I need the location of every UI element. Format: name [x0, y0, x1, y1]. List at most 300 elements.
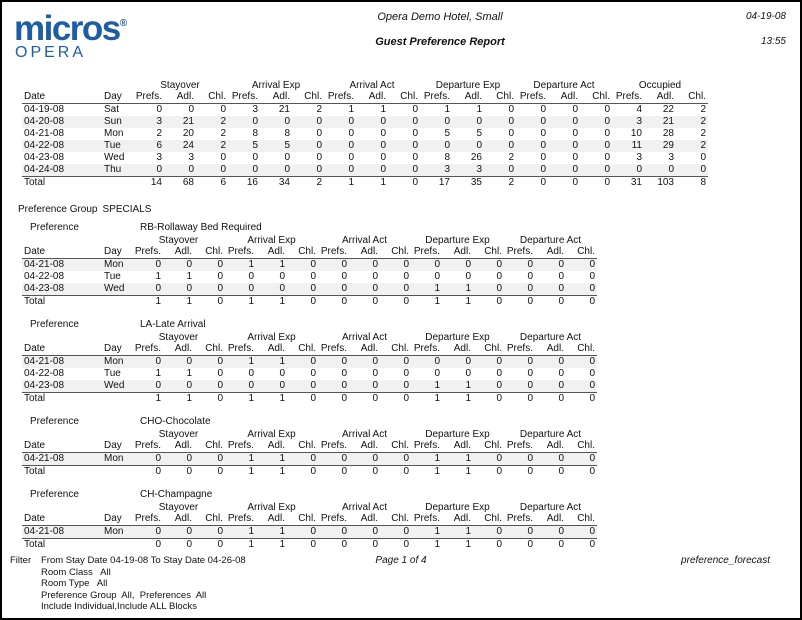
value-cell: 0	[566, 453, 597, 466]
total-label-cell: Total	[22, 177, 132, 190]
value-cell: 0	[348, 152, 354, 163]
sub-column-header: Adl.	[256, 246, 287, 259]
value-cell: 0	[411, 356, 442, 369]
value-cell: 1	[256, 453, 287, 466]
value-cell: 0	[163, 526, 194, 539]
total-value-cell: 1	[442, 466, 473, 479]
filter-line: Include Individual,Include ALL Blocks	[41, 601, 197, 612]
total-value-cell: 1	[225, 466, 256, 479]
micros-opera-logo	[14, 7, 204, 61]
value-cell: 0	[484, 164, 516, 177]
table-row	[22, 104, 708, 117]
table-total-row	[22, 539, 597, 552]
group-header-row	[22, 429, 597, 440]
value-cell: 3	[252, 104, 258, 115]
value-cell: 0	[163, 283, 194, 296]
column-group-label: Stayover	[158, 235, 199, 246]
spacer-cell	[22, 332, 102, 343]
value-cell: 0	[589, 271, 595, 282]
total-value-cell: 2	[292, 177, 324, 190]
total-value-cell: 0	[473, 539, 504, 552]
value-cell: 0	[388, 140, 420, 152]
sub-column-header: Chl.	[287, 513, 318, 526]
preference-line	[22, 416, 800, 428]
value-cell: 0	[566, 259, 597, 272]
spacer-cell	[102, 235, 132, 246]
value-cell: 0	[504, 526, 535, 539]
row-day-cell: Mon	[102, 526, 132, 539]
value-cell: 0	[260, 164, 292, 177]
value-cell: 0	[484, 116, 516, 128]
row-date-cell: 04-20-08	[22, 116, 102, 128]
value-cell: 0	[572, 104, 578, 115]
column-group-label: Arrival Act	[341, 332, 387, 343]
report-header	[2, 2, 800, 60]
value-cell: 0	[566, 526, 597, 539]
value-cell: 0	[388, 164, 420, 177]
sub-column-header: Adl.	[452, 91, 484, 104]
total-value-cell: 31	[612, 177, 644, 190]
report-footer	[2, 555, 800, 613]
row-day-cell: Tue	[104, 271, 121, 282]
value-cell: 0	[324, 164, 356, 177]
value-cell: 1	[225, 526, 256, 539]
sub-column-header: Adl.	[548, 91, 580, 104]
value-cell: 1	[225, 259, 256, 272]
value-cell: 0	[380, 283, 411, 296]
total-label-cell: Total	[22, 296, 132, 309]
sub-column-header: Chl.	[380, 246, 411, 259]
preference-sections	[22, 222, 800, 551]
value-cell: 3	[132, 116, 164, 128]
value-cell: 0	[220, 152, 226, 163]
sub-column-header: Prefs.	[504, 440, 535, 453]
column-group-label: Departure Exp	[435, 80, 501, 91]
row-day-cell: Mon	[102, 453, 132, 466]
total-value-cell: 0	[566, 539, 597, 552]
report-id: preference_forecast	[681, 555, 770, 566]
row-date-cell: 04-19-08	[24, 104, 65, 115]
value-cell: 0	[217, 368, 223, 379]
total-value-cell: 0	[194, 296, 225, 309]
value-cell: 0	[411, 259, 442, 272]
value-cell: 0	[548, 116, 580, 128]
column-group-label: Arrival Exp	[247, 235, 296, 246]
value-cell: 3	[668, 152, 674, 163]
value-cell: 0	[473, 356, 504, 369]
value-cell: 21	[278, 104, 290, 115]
sub-column-header: Chl.	[287, 343, 318, 356]
sub-column-header: Adl.	[442, 343, 473, 356]
total-value-cell: 1	[442, 539, 473, 552]
value-cell: 0	[188, 104, 194, 115]
row-day-cell: Thu	[102, 164, 132, 177]
sub-column-header: Prefs.	[420, 91, 452, 104]
value-cell: 2	[156, 128, 162, 139]
sub-column-header: Prefs.	[612, 91, 644, 104]
value-cell: 0	[324, 116, 356, 128]
column-group-label: Arrival Exp	[247, 502, 296, 513]
preference-label: Preference	[30, 416, 79, 427]
table-total-row	[22, 177, 708, 190]
sub-column-header: Chl.	[380, 343, 411, 356]
value-cell: 3	[452, 164, 484, 177]
sub-column-header: Prefs.	[324, 91, 356, 104]
sub-column-header: Chl.	[380, 513, 411, 526]
day-column-header: Day	[102, 246, 132, 259]
total-value-cell: 1	[256, 466, 287, 479]
total-value-cell: 1	[411, 296, 442, 309]
value-cell: 0	[504, 356, 535, 369]
sub-column-header: Chl.	[380, 440, 411, 453]
value-cell: 0	[380, 356, 411, 369]
value-cell: 0	[566, 356, 597, 369]
value-cell: 0	[516, 116, 548, 128]
row-date-cell: 04-22-08	[24, 368, 65, 379]
value-cell: 0	[318, 356, 349, 369]
sub-column-header: Adl.	[163, 246, 194, 259]
total-value-cell: 1	[163, 296, 194, 309]
value-cell: 0	[228, 116, 260, 128]
row-date-cell: 04-21-08	[22, 453, 102, 466]
total-label-cell: Total	[22, 393, 132, 406]
value-cell: 0	[164, 164, 196, 177]
value-cell: 10	[630, 128, 642, 139]
row-day-cell: Sat	[104, 104, 120, 115]
value-cell: 1	[256, 259, 287, 272]
preference-line	[22, 222, 800, 234]
spacer-cell	[22, 502, 102, 513]
row-date-cell: 04-21-08	[22, 356, 102, 369]
value-cell: 0	[535, 259, 566, 272]
value-cell: 0	[349, 283, 380, 296]
hotel-name: Opera Demo Hotel, Small	[377, 11, 503, 23]
value-cell: 0	[412, 104, 418, 115]
value-cell: 0	[452, 116, 484, 128]
total-value-cell: 0	[535, 296, 566, 309]
sub-column-header: Chl.	[473, 246, 504, 259]
value-cell: 0	[380, 526, 411, 539]
value-cell: 2	[676, 140, 708, 152]
sub-column-header: Prefs.	[225, 440, 256, 453]
value-cell: 0	[548, 164, 580, 177]
value-cell: 0	[292, 116, 324, 128]
value-cell: 0	[572, 152, 578, 163]
value-cell: 1	[476, 104, 482, 115]
day-column-header: Day	[102, 91, 132, 104]
filter-label: Filter	[10, 555, 32, 566]
value-cell: 0	[403, 368, 409, 379]
total-value-cell: 1	[324, 177, 356, 190]
preference-table	[22, 429, 597, 478]
filter-line: Room Type All	[41, 578, 108, 589]
total-value-cell: 34	[260, 177, 292, 190]
value-cell: 1	[256, 356, 287, 369]
value-cell: 0	[604, 104, 610, 115]
preference-section	[22, 222, 800, 308]
total-value-cell: 0	[548, 177, 580, 190]
report-time: 13:55	[760, 36, 786, 47]
value-cell: 0	[566, 283, 597, 296]
row-day-cell: Mon	[102, 356, 132, 369]
row-day-cell: Tue	[104, 368, 121, 379]
value-cell: 0	[412, 152, 418, 163]
preference-line	[22, 489, 800, 501]
total-value-cell: 0	[516, 177, 548, 190]
value-cell: 0	[248, 368, 254, 379]
value-cell: 1	[348, 104, 354, 115]
table-row	[22, 164, 708, 177]
value-cell: 0	[580, 140, 612, 152]
sub-column-header: Chl.	[484, 91, 516, 104]
value-cell: 0	[380, 453, 411, 466]
value-cell: 0	[284, 152, 290, 163]
column-group-label: Arrival Act	[341, 429, 387, 440]
main-forecast-table-wrap	[22, 80, 800, 189]
total-value-cell: 6	[196, 177, 228, 190]
total-value-cell: 0	[504, 539, 535, 552]
value-cell: 0	[318, 526, 349, 539]
value-cell: 0	[194, 453, 225, 466]
value-cell: 8	[284, 128, 290, 139]
preference-group-value: SPECIALS	[102, 204, 152, 215]
value-cell: 2	[196, 116, 228, 128]
page-number: Page 1 of 4	[375, 555, 427, 566]
opera-logo-text: OPERA	[15, 44, 87, 61]
sub-column-header: Adl.	[163, 343, 194, 356]
value-cell: 0	[287, 356, 318, 369]
value-cell: 2	[316, 104, 322, 115]
value-cell: 0	[341, 271, 347, 282]
total-value-cell: 0	[535, 539, 566, 552]
value-cell: 0	[349, 526, 380, 539]
value-cell: 1	[186, 368, 192, 379]
value-cell: 0	[516, 164, 548, 177]
value-cell: 29	[644, 140, 676, 152]
value-cell: 5	[476, 128, 482, 139]
column-group-label: Arrival Exp	[251, 80, 301, 91]
total-label-cell: Total	[22, 539, 132, 552]
day-column-header: Day	[102, 343, 132, 356]
column-group-label: Arrival Act	[341, 502, 387, 513]
value-cell: 0	[380, 128, 386, 139]
spacer-cell	[102, 80, 132, 91]
value-cell: 0	[318, 453, 349, 466]
group-header-row	[22, 80, 708, 91]
value-cell: 0	[194, 259, 225, 272]
total-value-cell: 0	[380, 539, 411, 552]
total-value-cell: 0	[349, 466, 380, 479]
value-cell: 0	[349, 380, 380, 393]
value-cell: 0	[535, 356, 566, 369]
row-day-cell: Mon	[104, 128, 124, 139]
filter-line: Preference Group All, Preferences All	[41, 589, 207, 601]
total-value-cell: 0	[318, 296, 349, 309]
sub-column-header: Prefs.	[132, 440, 163, 453]
sub-column-header: Chl.	[194, 246, 225, 259]
value-cell: 1	[225, 356, 256, 369]
value-cell: 0	[287, 526, 318, 539]
value-cell: 3	[612, 116, 644, 128]
value-cell: 20	[182, 128, 194, 139]
preference-label: Preference	[30, 319, 79, 330]
sub-column-header: Prefs.	[516, 91, 548, 104]
value-cell: 5	[444, 128, 450, 139]
total-value-cell: 1	[256, 393, 287, 406]
table-row	[22, 128, 708, 140]
total-value-cell: 0	[132, 539, 163, 552]
value-cell: 0	[676, 164, 708, 177]
value-cell: 0	[156, 104, 162, 115]
sub-column-header: Prefs.	[411, 440, 442, 453]
value-cell: 0	[473, 453, 504, 466]
value-cell: 0	[217, 271, 223, 282]
sub-column-header: Adl.	[535, 246, 566, 259]
sub-column-header: Prefs.	[225, 343, 256, 356]
value-cell: 0	[132, 283, 163, 296]
table-row	[22, 526, 597, 539]
table-total-row	[22, 466, 597, 479]
table-total-row	[22, 296, 597, 309]
value-cell: 0	[318, 259, 349, 272]
value-cell: 0	[496, 271, 502, 282]
value-cell: 0	[287, 453, 318, 466]
value-cell: 1	[256, 526, 287, 539]
value-cell: 11	[612, 140, 644, 152]
group-header-row	[22, 332, 597, 343]
sub-column-header: Chl.	[194, 343, 225, 356]
value-cell: 22	[662, 104, 674, 115]
value-cell: 0	[548, 140, 580, 152]
value-cell: 28	[662, 128, 674, 139]
total-value-cell: 0	[287, 539, 318, 552]
table-row	[22, 283, 597, 296]
column-group-label: Departure Exp	[425, 429, 490, 440]
value-cell: 0	[527, 368, 533, 379]
total-value-cell: 0	[163, 466, 194, 479]
value-cell: 0	[527, 271, 533, 282]
value-cell: 1	[411, 453, 442, 466]
sub-column-header: Chl.	[196, 91, 228, 104]
total-value-cell: 35	[452, 177, 484, 190]
column-group-label: Arrival Act	[349, 80, 395, 91]
value-cell: 0	[194, 356, 225, 369]
total-value-cell: 0	[388, 177, 420, 190]
value-cell: 5	[228, 140, 260, 152]
value-cell: 0	[310, 368, 316, 379]
row-date-cell: 04-23-08	[24, 152, 65, 163]
value-cell: 0	[465, 271, 471, 282]
preference-name: CH-Champagne	[140, 489, 213, 500]
value-cell: 0	[348, 128, 354, 139]
value-cell: 0	[644, 164, 676, 177]
value-cell: 0	[403, 271, 409, 282]
value-cell: 0	[508, 128, 514, 139]
preference-label: Preference	[30, 489, 79, 500]
report-title: Guest Preference Report	[375, 36, 505, 48]
total-value-cell: 0	[535, 393, 566, 406]
value-cell: 26	[470, 152, 482, 163]
total-value-cell: 68	[164, 177, 196, 190]
value-cell: 8	[252, 128, 258, 139]
sub-column-header: Adl.	[349, 513, 380, 526]
sub-column-header: Adl.	[442, 513, 473, 526]
column-group-label: Departure Act	[519, 235, 582, 246]
value-cell: 0	[540, 152, 546, 163]
preference-name: CHO-Chocolate	[140, 416, 211, 427]
preference-section	[22, 416, 800, 478]
value-cell: 0	[132, 164, 164, 177]
preference-name: LA-Late Arrival	[140, 319, 206, 330]
value-cell: 4	[636, 104, 642, 115]
date-column-header: Date	[22, 91, 102, 104]
columns-header-row	[22, 513, 597, 526]
total-value-cell: 1	[411, 393, 442, 406]
sub-column-header: Prefs.	[225, 513, 256, 526]
total-value-cell: 0	[380, 466, 411, 479]
column-group-label: Departure Act	[533, 80, 595, 91]
column-group-label: Arrival Act	[341, 235, 387, 246]
day-column-header: Day	[102, 513, 132, 526]
sub-column-header: Chl.	[194, 440, 225, 453]
column-group-label: Departure Exp	[425, 235, 490, 246]
preference-group-label: Preference Group	[18, 204, 98, 215]
header-right	[676, 7, 786, 47]
total-value-cell: 0	[287, 393, 318, 406]
total-value-cell: 0	[194, 466, 225, 479]
value-cell: 1	[155, 368, 161, 379]
preference-table	[22, 332, 597, 405]
table-row	[22, 356, 597, 369]
value-cell: 0	[349, 259, 380, 272]
value-cell: 0	[473, 380, 504, 393]
value-cell: 0	[310, 271, 316, 282]
row-day-cell: Wed	[104, 152, 125, 163]
value-cell: 0	[566, 380, 597, 393]
total-value-cell: 1	[256, 296, 287, 309]
value-cell: 21	[164, 116, 196, 128]
preference-label: Preference	[30, 222, 79, 233]
column-group-label: Occupied	[638, 80, 682, 91]
value-cell: 21	[644, 116, 676, 128]
total-value-cell: 103	[644, 177, 676, 190]
spacer-cell	[102, 502, 132, 513]
value-cell: 3	[156, 152, 162, 163]
column-group-label: Stayover	[158, 429, 199, 440]
value-cell: 24	[164, 140, 196, 152]
value-cell: 0	[132, 380, 163, 393]
sub-column-header: Adl.	[256, 513, 287, 526]
value-cell: 1	[380, 104, 386, 115]
row-date-cell: 04-21-08	[24, 128, 65, 139]
row-date-cell: 04-21-08	[22, 259, 102, 272]
row-date-cell: 04-22-08	[24, 271, 65, 282]
value-cell: 3	[420, 164, 452, 177]
total-value-cell: 1	[411, 539, 442, 552]
value-cell: 0	[412, 128, 418, 139]
total-value-cell: 17	[420, 177, 452, 190]
value-cell: 2	[220, 128, 226, 139]
preference-section	[22, 489, 800, 551]
preference-line	[22, 319, 800, 331]
value-cell: 2	[508, 152, 514, 163]
registered-trademark-icon: ®	[119, 18, 128, 29]
value-cell: 1	[411, 526, 442, 539]
value-cell: 0	[356, 116, 388, 128]
row-date-cell: 04-22-08	[22, 140, 102, 152]
value-cell: 0	[356, 164, 388, 177]
total-value-cell: 1	[442, 393, 473, 406]
